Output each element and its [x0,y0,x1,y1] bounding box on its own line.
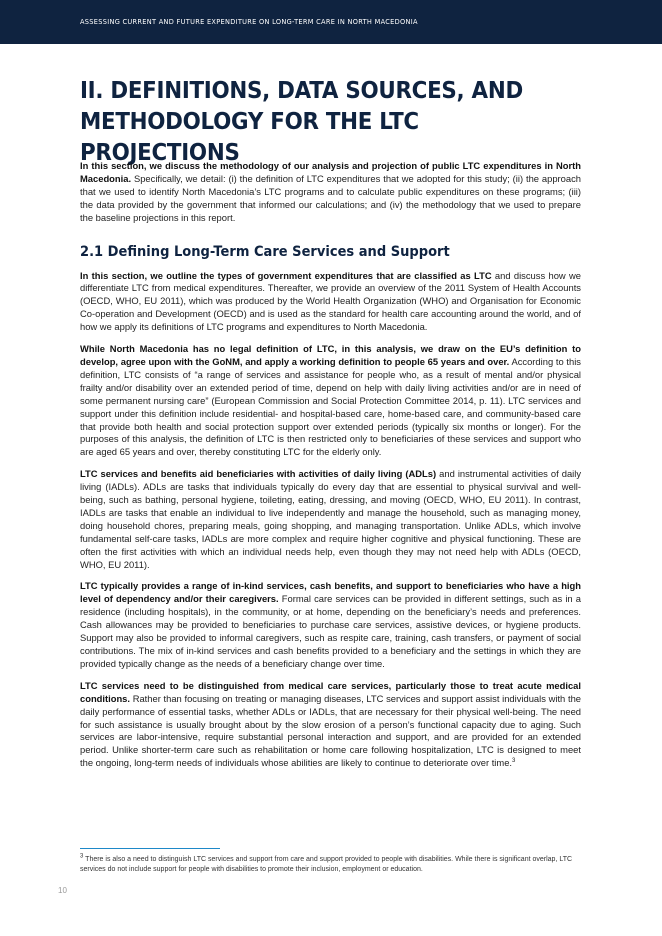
paragraph-body: Formal care services can be provided in different settings, such as in a residence (including hospitals), in the community, or at home, depending on the beneficiary’s needs and preferences. Cash allowances may be provided to beneficiaries to purchase care services, assistive devices, or hygiene products. Support may also be provided to informal caregivers, such as respite care, training, cash transfers, or payment of social contributions. The mix of in-kind services and cash benefits provided to a beneficiary and the settings in which they are provided typically change as the needs of a beneficiary change over time. [80,593,582,669]
footnote-reference[interactable]: 3 [512,758,516,765]
intro-body: Specifically, we detail: (i) the definition of LTC expenditures that we adopted for this study; (ii) the approach that we used to identify North Macedonia’s LTC programs and to calculate public expenditures on these programs; (iii) the data provided by the government that informed our calculations; and (iv) the methodology that we used to prepare the baseline projections in this report. [80,172,581,223]
intro-paragraph [80,160,581,225]
paragraph-ltc-definition [80,343,581,459]
paragraph-adls [80,468,581,571]
running-header-title: ASSESSING CURRENT AND FUTURE EXPENDITURE ON LONG-TERM CARE IN NORTH MACEDONIA [80,18,418,26]
paragraph-body: According to this definition, LTC consists of “a range of services and assistance for people who, as a result of mental and/or physical frailty and/or disability over an extended period of time, depend on help with daily living activities and/or are in need of some permanent nursing care” (European Commission and Social Protection Committee 2014, p. 11). LTC services and support under this definition include residential- and hospital-based care, home-based care, and community-based care that provide both health and social protection support over extended periods (typically six months or longer). For the purposes of this analysis, the definition of LTC is then restricted only to beneficiaries of these services and support who are aged 65 years and over, thereby constituting LTC for the elderly only. [80,355,581,458]
paragraph-medical-distinction [80,680,581,770]
subsection-title: 2.1 Defining Long-Term Care Services and Support [80,243,450,260]
paragraph-lead: LTC services need to be distinguished from medical care services, particularly those to treat acute medical conditions. [80,679,581,704]
paragraph-body: Rather than focusing on treating or managing diseases, LTC services and support assist individuals with the daily performance of essential tasks, whether ADLs or IADLs, that are necessary for their physical well-being. The need for such assistance is usually brought about by the slow erosion of a person’s functional capacity due to aging. Such services are labor-intensive, require substantial personal interaction and support, and are provided for an extended period. Unlike shorter-term care such as rehabilitation or home care following hospitalization, LTC is designed to meet the ongoing, long-term needs of individuals whose abilities are likely to continue to deteriorate over time. [80,692,581,769]
intro-lead: In this section, we discuss the methodology of our analysis and projection of public LTC expenditures in North Macedonia. [80,160,581,184]
paragraph-ltc-expenditures [80,270,581,335]
paragraph-lead: While North Macedonia has no legal definition of LTC, in this analysis, we draw on the EU’s definition to develop, agree upon with the GoNM, and apply a working definition to people 65 years and over. [80,343,581,367]
page-number: 10 [58,886,67,895]
section-title: II. DEFINITIONS, DATA SOURCES, AND METHODOLOGY FOR THE LTC PROJECTIONS [80,78,523,166]
paragraph-lead: LTC services and benefits aid beneficiaries with activities of daily living (ADLs) [80,468,437,480]
footnote [80,855,585,874]
footnote-divider [80,848,220,849]
footnote-marker: 3 [80,853,84,860]
paragraph-inkind-services [80,580,581,670]
paragraph-lead: LTC typically provides a range of in-kind services, cash benefits, and support to beneficiaries who have a high level of dependency and/or their caregivers. [80,580,581,605]
paragraph-body: and discuss how we differentiate LTC from medical expenditures. Thereafter, we provide an overview of the 2011 System of Health Accounts (OECD, WHO, EU 2011), which was produced by the World Health Organization (WHO) and Organisation for Economic Co-operation and Development (OECD) and is used as the standard for health care accounting around the world, and of how we apply its definitions of LTC programs and expenditures to North Macedonia. [80,269,581,333]
paragraph-body: and instrumental activities of daily living (IADLs). ADLs are tasks that individuals typically do every day that are essential to physical survival and well-being, such as bathing, personal hygiene, toileting, eating, dressing, and moving (OECD, WHO, EU 2011). In contrast, IADLs are tasks that enable an individual to live independently and manage the household, such as managing money, doing household chores, preparing meals, going shopping, and managing transportation. Unlike ADLs, which involve fundamental self-care tasks, IADLs are more complex and require higher cognitive and physical functioning. These are often the first activities with which an individual needs help, even though they may not need help with ADLs (OECD, WHO, EU 2011). [80,468,582,570]
main-content [80,160,581,779]
header-banner [0,0,662,44]
paragraph-lead: In this section, we outline the types of government expenditures that are classified as LTC [80,269,492,281]
footnote-text: There is also a need to distinguish LTC services and support from care and support provided to people with disabilities. While there is significant overlap, LTC services do not include support for people with disabilities to promote their inclusion, employment or education. [80,856,573,873]
